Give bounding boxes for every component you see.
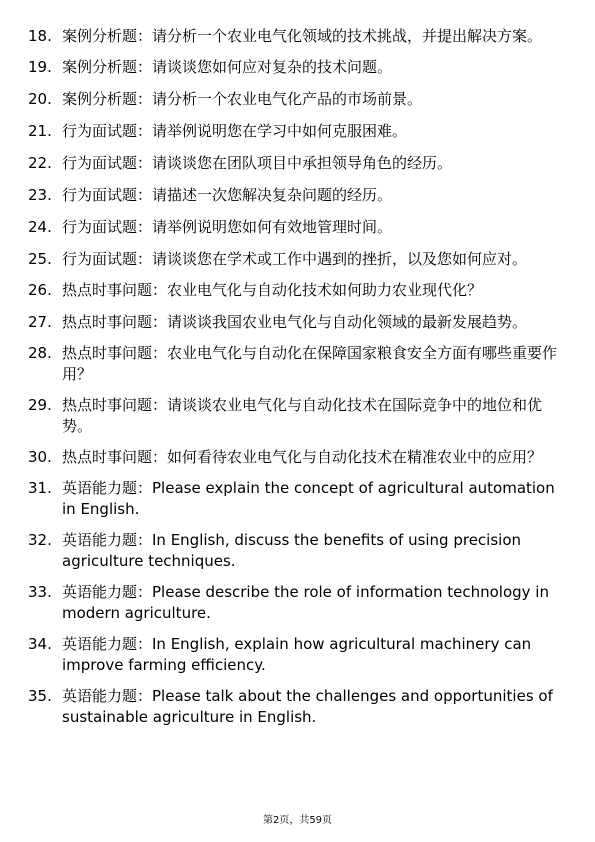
question-item [28,634,568,676]
question-number: 28. [28,344,52,362]
question-number: 35. [28,687,52,705]
question-number: 34. [28,635,52,653]
question-text: 行为面试题：请谈谈您在学术或工作中遇到的挫折，以及您如何应对。 [62,250,528,268]
question-text: 英语能力题：Please explain the concept of agricultural automation in English. [62,479,555,518]
question-text: 行为面试题：请举例说明您如何有效地管理时间。 [62,218,393,236]
question-item [28,343,568,385]
question-item [28,478,568,520]
question-item [28,121,568,142]
question-number: 19. [28,58,52,76]
question-text: 行为面试题：请描述一次您解决复杂问题的经历。 [62,186,393,204]
question-item [28,312,568,333]
question-number: 22. [28,154,52,172]
question-number: 24. [28,218,52,236]
question-text: 热点时事问题：农业电气化与自动化在保障国家粮食安全方面有哪些重要作用？ [62,344,558,383]
question-text: 案例分析题：请谈谈您如何应对复杂的技术问题。 [62,58,393,76]
question-item [28,686,568,728]
question-number: 30. [28,448,52,466]
question-text: 热点时事问题：请谈谈农业电气化与自动化技术在国际竞争中的地位和优势。 [62,396,543,435]
question-text: 热点时事问题：农业电气化与自动化技术如何助力农业现代化？ [62,281,483,299]
question-item [28,447,568,468]
question-text: 行为面试题：请谈谈您在团队项目中承担领导角色的经历。 [62,154,453,172]
question-number: 23. [28,186,52,204]
question-list [28,26,568,738]
question-number: 18. [28,27,52,45]
question-item [28,217,568,238]
question-item [28,530,568,572]
question-text: 热点时事问题：如何看待农业电气化与自动化技术在精准农业中的应用？ [62,448,543,466]
question-number: 26. [28,281,52,299]
page-footer [0,814,595,828]
question-number: 20. [28,90,52,108]
question-item [28,280,568,301]
question-text: 英语能力题：Please describe the role of information technology in modern agriculture. [62,583,549,622]
question-text: 案例分析题：请分析一个农业电气化领域的技术挑战，并提出解决方案。 [62,27,543,45]
question-number: 21. [28,122,52,140]
question-text: 英语能力题：In English, explain how agricultural machinery can improve farming efficiency. [62,635,532,674]
question-text: 英语能力题：Please talk about the challenges and opportunities of sustainable agriculture in English. [62,687,553,726]
question-number: 32. [28,531,52,549]
question-item [28,582,568,624]
page-number-label: 第2页，共59页 [262,815,333,826]
question-number: 25. [28,250,52,268]
question-text: 英语能力题：In English, discuss the benefits of using precision agriculture techniques. [62,531,522,570]
question-item [28,249,568,270]
question-number: 33. [28,583,52,601]
question-number: 31. [28,479,52,497]
question-item [28,26,568,47]
question-number: 29. [28,396,52,414]
question-text: 行为面试题：请举例说明您在学习中如何克服困难。 [62,122,408,140]
question-item [28,57,568,78]
question-item [28,89,568,110]
question-item [28,185,568,206]
question-number: 27. [28,313,52,331]
question-item [28,153,568,174]
question-text: 热点时事问题：请谈谈我国农业电气化与自动化领域的最新发展趋势。 [62,313,528,331]
question-text: 案例分析题：请分析一个农业电气化产品的市场前景。 [62,90,423,108]
question-item [28,395,568,437]
